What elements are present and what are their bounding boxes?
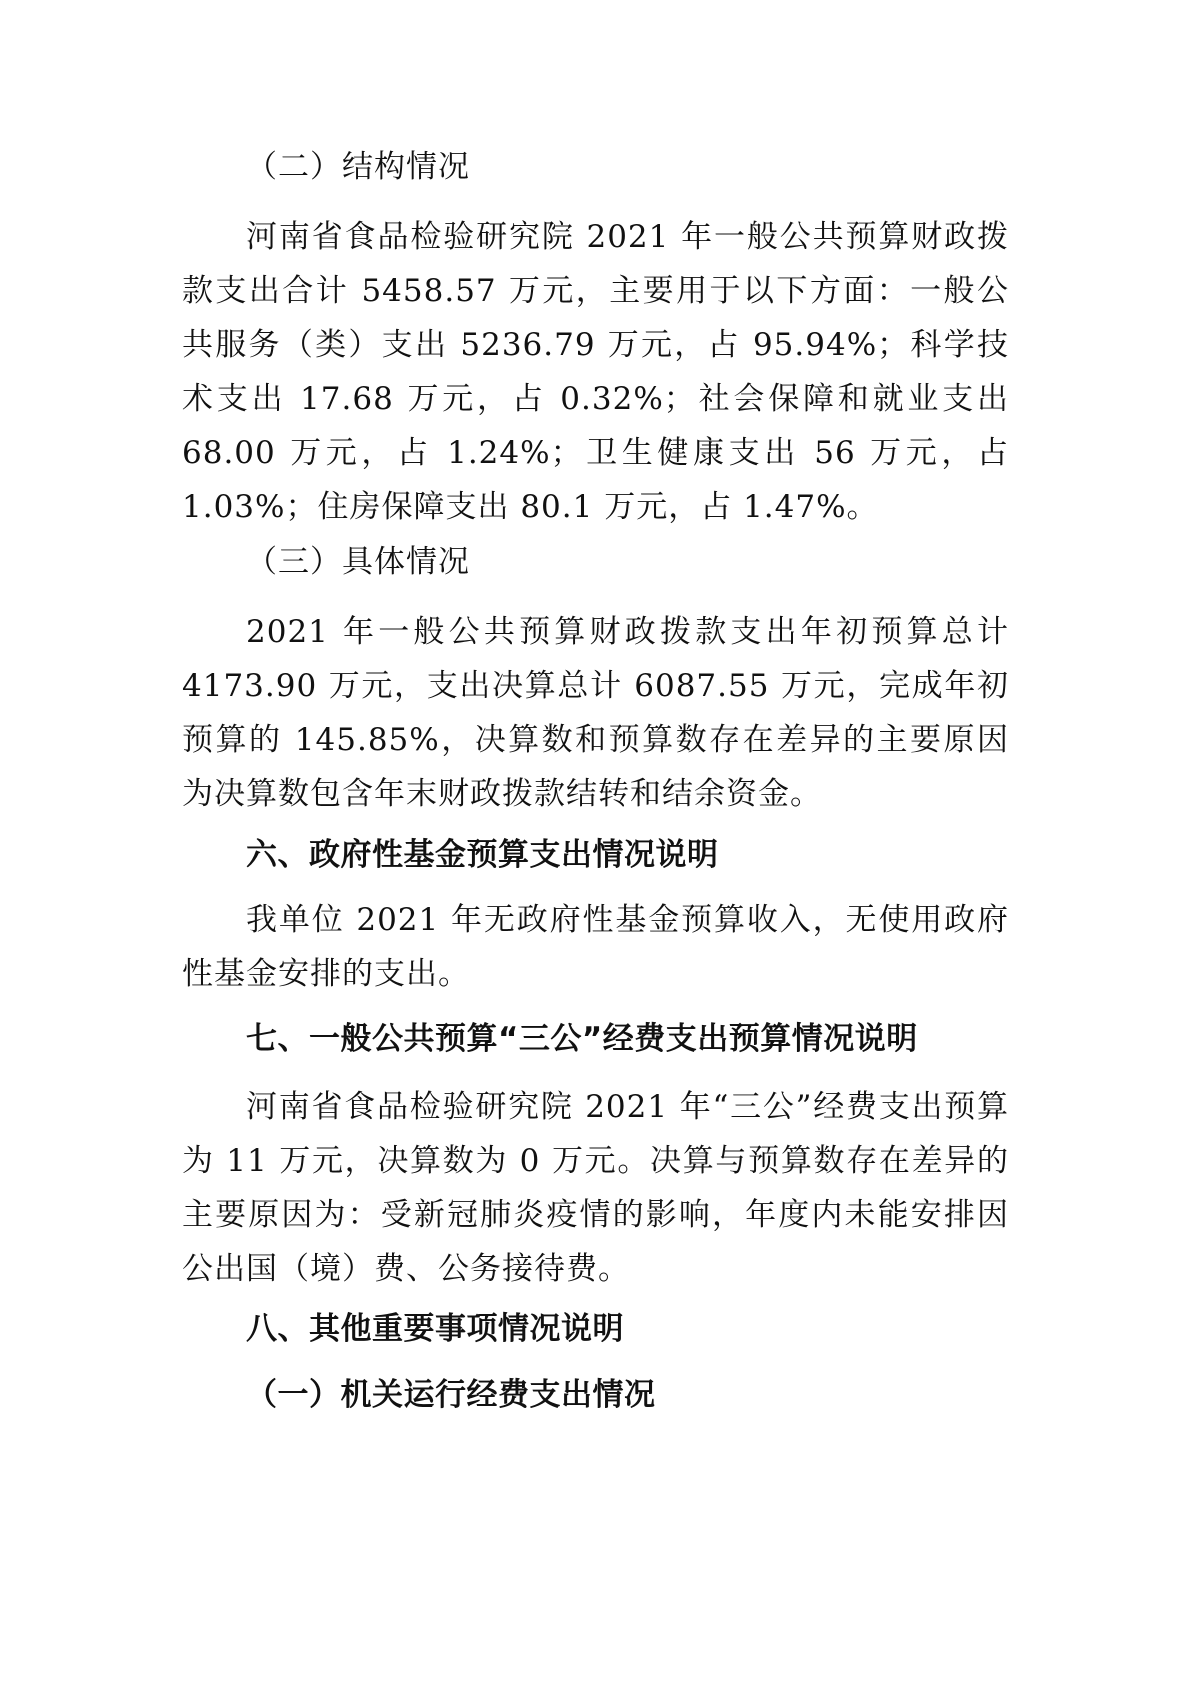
part-heading-other-matters: 八、其他重要事项情况说明: [246, 1311, 624, 1347]
paragraph-details: 2021 年一般公共预算财政拨款支出年初预算总计 4173.90 万元，支出决算总计 6087.55 万元，完成年初预算的 145.85%，决算数和预算数存在差异的主要原因为决算数包含年末财政拨款结转和结余资金。: [182, 614, 1009, 812]
section-heading-details: （三）具体情况: [246, 544, 470, 580]
section-heading-structure: （二）结构情况: [246, 149, 470, 185]
paragraph-government-fund: 我单位 2021 年无政府性基金预算收入，无使用政府性基金安排的支出。: [182, 902, 1009, 992]
sub-heading-operating-expenses: （一）机关运行经费支出情况: [246, 1377, 656, 1413]
paragraph-structure: 河南省食品检验研究院 2021 年一般公共预算财政拨款支出合计 5458.57 万元，主要用于以下方面：一般公共服务（类）支出 5236.79 万元，占 95.94%；科学技术支出 17.68 万元，占 0.32%；社会保障和就业支出 68.00 万元，占 1.24%；卫生健康支出 56 万元，占 1.03%；住房保障支出 80.1 万元，占 1.47%。: [182, 219, 1009, 525]
paragraph-three-public: 河南省食品检验研究院 2021 年“三公”经费支出预算为 11 万元，决算数为 0 万元。决算与预算数存在差异的主要原因为：受新冠肺炎疫情的影响，年度内未能安排因公出国（境）费、公务接待费。: [182, 1089, 1009, 1287]
part-heading-three-public: 七、一般公共预算“三公”经费支出预算情况说明: [246, 1021, 918, 1057]
part-heading-government-fund: 六、政府性基金预算支出情况说明: [246, 837, 719, 873]
